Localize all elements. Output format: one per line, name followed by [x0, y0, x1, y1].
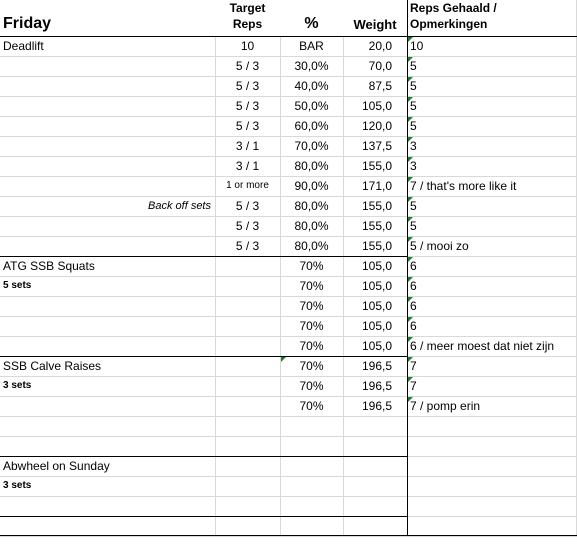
cell-e-8[interactable]: 7 / that's more like it: [410, 179, 517, 193]
cell-d-8[interactable]: 171,0: [361, 179, 392, 193]
cell-d-2[interactable]: 70,0: [368, 59, 392, 73]
cell-d-17[interactable]: 196,5: [361, 359, 392, 373]
cell-c-5[interactable]: 60,0%: [294, 119, 329, 133]
cell-e-7[interactable]: 3: [410, 159, 417, 173]
cell-c-14[interactable]: 70%: [299, 299, 324, 313]
header-day[interactable]: Friday: [3, 15, 52, 32]
header-target-reps-2[interactable]: Reps: [232, 17, 263, 31]
cell-d-7[interactable]: 155,0: [361, 159, 392, 173]
cell-e-2[interactable]: 5: [410, 59, 417, 73]
cell-c-16[interactable]: 70%: [299, 339, 324, 353]
cell-c-13[interactable]: 70%: [299, 279, 324, 293]
cell-e-13[interactable]: 6: [410, 279, 417, 293]
cell-c-10[interactable]: 80,0%: [294, 219, 329, 233]
cell-e-16[interactable]: 6 / meer moest dat niet zijn: [410, 339, 555, 353]
cell-d-19[interactable]: 196,5: [361, 399, 392, 413]
cell-c-7[interactable]: 80,0%: [294, 159, 329, 173]
cell-b-5[interactable]: 5 / 3: [235, 119, 260, 133]
comment-marker-icon: [408, 257, 413, 262]
cell-c-4[interactable]: 50,0%: [294, 99, 329, 113]
comment-marker-icon: [408, 277, 413, 282]
cell-d-6[interactable]: 137,5: [361, 139, 392, 153]
comment-marker-icon: [408, 177, 413, 182]
cell-e-18[interactable]: 7: [410, 379, 417, 393]
cell-d-1[interactable]: 20,0: [368, 39, 392, 53]
cell-e-5[interactable]: 5: [410, 119, 417, 133]
cell-d-16[interactable]: 105,0: [361, 339, 392, 353]
comment-marker-icon: [408, 237, 413, 242]
cell-d-12[interactable]: 105,0: [361, 259, 392, 273]
cell-e-4[interactable]: 5: [410, 99, 417, 113]
cell-c-11[interactable]: 80,0%: [294, 239, 329, 253]
comment-marker-icon: [408, 397, 413, 402]
cell-d-3[interactable]: 87,5: [368, 79, 392, 93]
cell-b-3[interactable]: 5 / 3: [235, 79, 260, 93]
cell-e-14[interactable]: 6: [410, 299, 417, 313]
header-target-reps-1[interactable]: Target: [229, 1, 266, 15]
cell-d-11[interactable]: 155,0: [361, 239, 392, 253]
header-reps-done-1[interactable]: Reps Gehaald /: [410, 1, 497, 15]
cell-c-15[interactable]: 70%: [299, 319, 324, 333]
cell-c-17[interactable]: 70%: [299, 359, 324, 373]
cell-e-9[interactable]: 5: [410, 199, 417, 213]
cell-c-12[interactable]: 70%: [299, 259, 324, 273]
cell-b-4[interactable]: 5 / 3: [235, 99, 260, 113]
cell-a-17[interactable]: SSB Calve Raises: [3, 359, 102, 373]
cell-b-11[interactable]: 5 / 3: [235, 239, 260, 253]
cell-e-12[interactable]: 6: [410, 259, 417, 273]
cell-d-4[interactable]: 105,0: [361, 99, 392, 113]
cell-c-3[interactable]: 40,0%: [294, 79, 329, 93]
comment-marker-icon: [281, 357, 286, 362]
cell-a-23[interactable]: 3 sets: [3, 480, 32, 491]
cell-b-6[interactable]: 3 / 1: [235, 139, 260, 153]
cell-a-22[interactable]: Abwheel on Sunday: [3, 459, 110, 473]
cell-d-15[interactable]: 105,0: [361, 319, 392, 333]
cell-e-6[interactable]: 3: [410, 139, 417, 153]
cell-e-3[interactable]: 5: [410, 79, 417, 93]
comment-marker-icon: [408, 97, 413, 102]
header-percent[interactable]: %: [304, 15, 319, 32]
cell-c-1[interactable]: BAR: [299, 39, 324, 53]
cell-a-1[interactable]: Deadlift: [3, 39, 44, 53]
cell-b-2[interactable]: 5 / 3: [235, 59, 260, 73]
cell-e-15[interactable]: 6: [410, 319, 417, 333]
cell-b-8[interactable]: 1 or more: [226, 180, 269, 191]
cell-e-11[interactable]: 5 / mooi zo: [410, 239, 469, 253]
comment-marker-icon: [408, 57, 413, 62]
comment-marker-icon: [408, 117, 413, 122]
comment-marker-icon: [408, 77, 413, 82]
cell-e-1[interactable]: 10: [410, 39, 424, 53]
comment-marker-icon: [408, 37, 413, 42]
cell-d-18[interactable]: 196,5: [361, 379, 392, 393]
comment-marker-icon: [408, 357, 413, 362]
cell-d-13[interactable]: 105,0: [361, 279, 392, 293]
cell-b-1[interactable]: 10: [240, 39, 255, 53]
comment-marker-icon: [408, 337, 413, 342]
comment-marker-icon: [408, 157, 413, 162]
cell-a-9[interactable]: Back off sets: [148, 200, 211, 212]
cell-e-17[interactable]: 7: [410, 359, 417, 373]
comment-marker-icon: [408, 377, 413, 382]
cell-c-18[interactable]: 70%: [299, 379, 324, 393]
comment-marker-icon: [408, 297, 413, 302]
cell-a-18[interactable]: 3 sets: [3, 380, 32, 391]
cell-c-19[interactable]: 70%: [299, 399, 324, 413]
cell-b-10[interactable]: 5 / 3: [235, 219, 260, 233]
comment-marker-icon: [408, 137, 413, 142]
cell-b-9[interactable]: 5 / 3: [235, 199, 260, 213]
comment-marker-icon: [408, 317, 413, 322]
cell-e-10[interactable]: 5: [410, 219, 417, 233]
cell-c-6[interactable]: 70,0%: [294, 139, 329, 153]
cell-e-19[interactable]: 7 / pomp erin: [410, 399, 481, 413]
comment-marker-icon: [408, 197, 413, 202]
cell-c-9[interactable]: 80,0%: [294, 199, 329, 213]
header-weight[interactable]: Weight: [353, 17, 397, 32]
cell-d-5[interactable]: 120,0: [361, 119, 392, 133]
header-reps-done-2[interactable]: Opmerkingen: [410, 17, 488, 31]
comment-marker-icon: [408, 217, 413, 222]
cell-b-7[interactable]: 3 / 1: [235, 159, 260, 173]
cell-a-13[interactable]: 5 sets: [3, 280, 32, 291]
cell-d-10[interactable]: 155,0: [361, 219, 392, 233]
cell-c-2[interactable]: 30,0%: [294, 59, 329, 73]
cell-c-8[interactable]: 90,0%: [294, 179, 329, 193]
cell-a-12[interactable]: ATG SSB Squats: [3, 259, 95, 273]
cell-d-14[interactable]: 105,0: [361, 299, 392, 313]
cell-d-9[interactable]: 155,0: [361, 199, 392, 213]
